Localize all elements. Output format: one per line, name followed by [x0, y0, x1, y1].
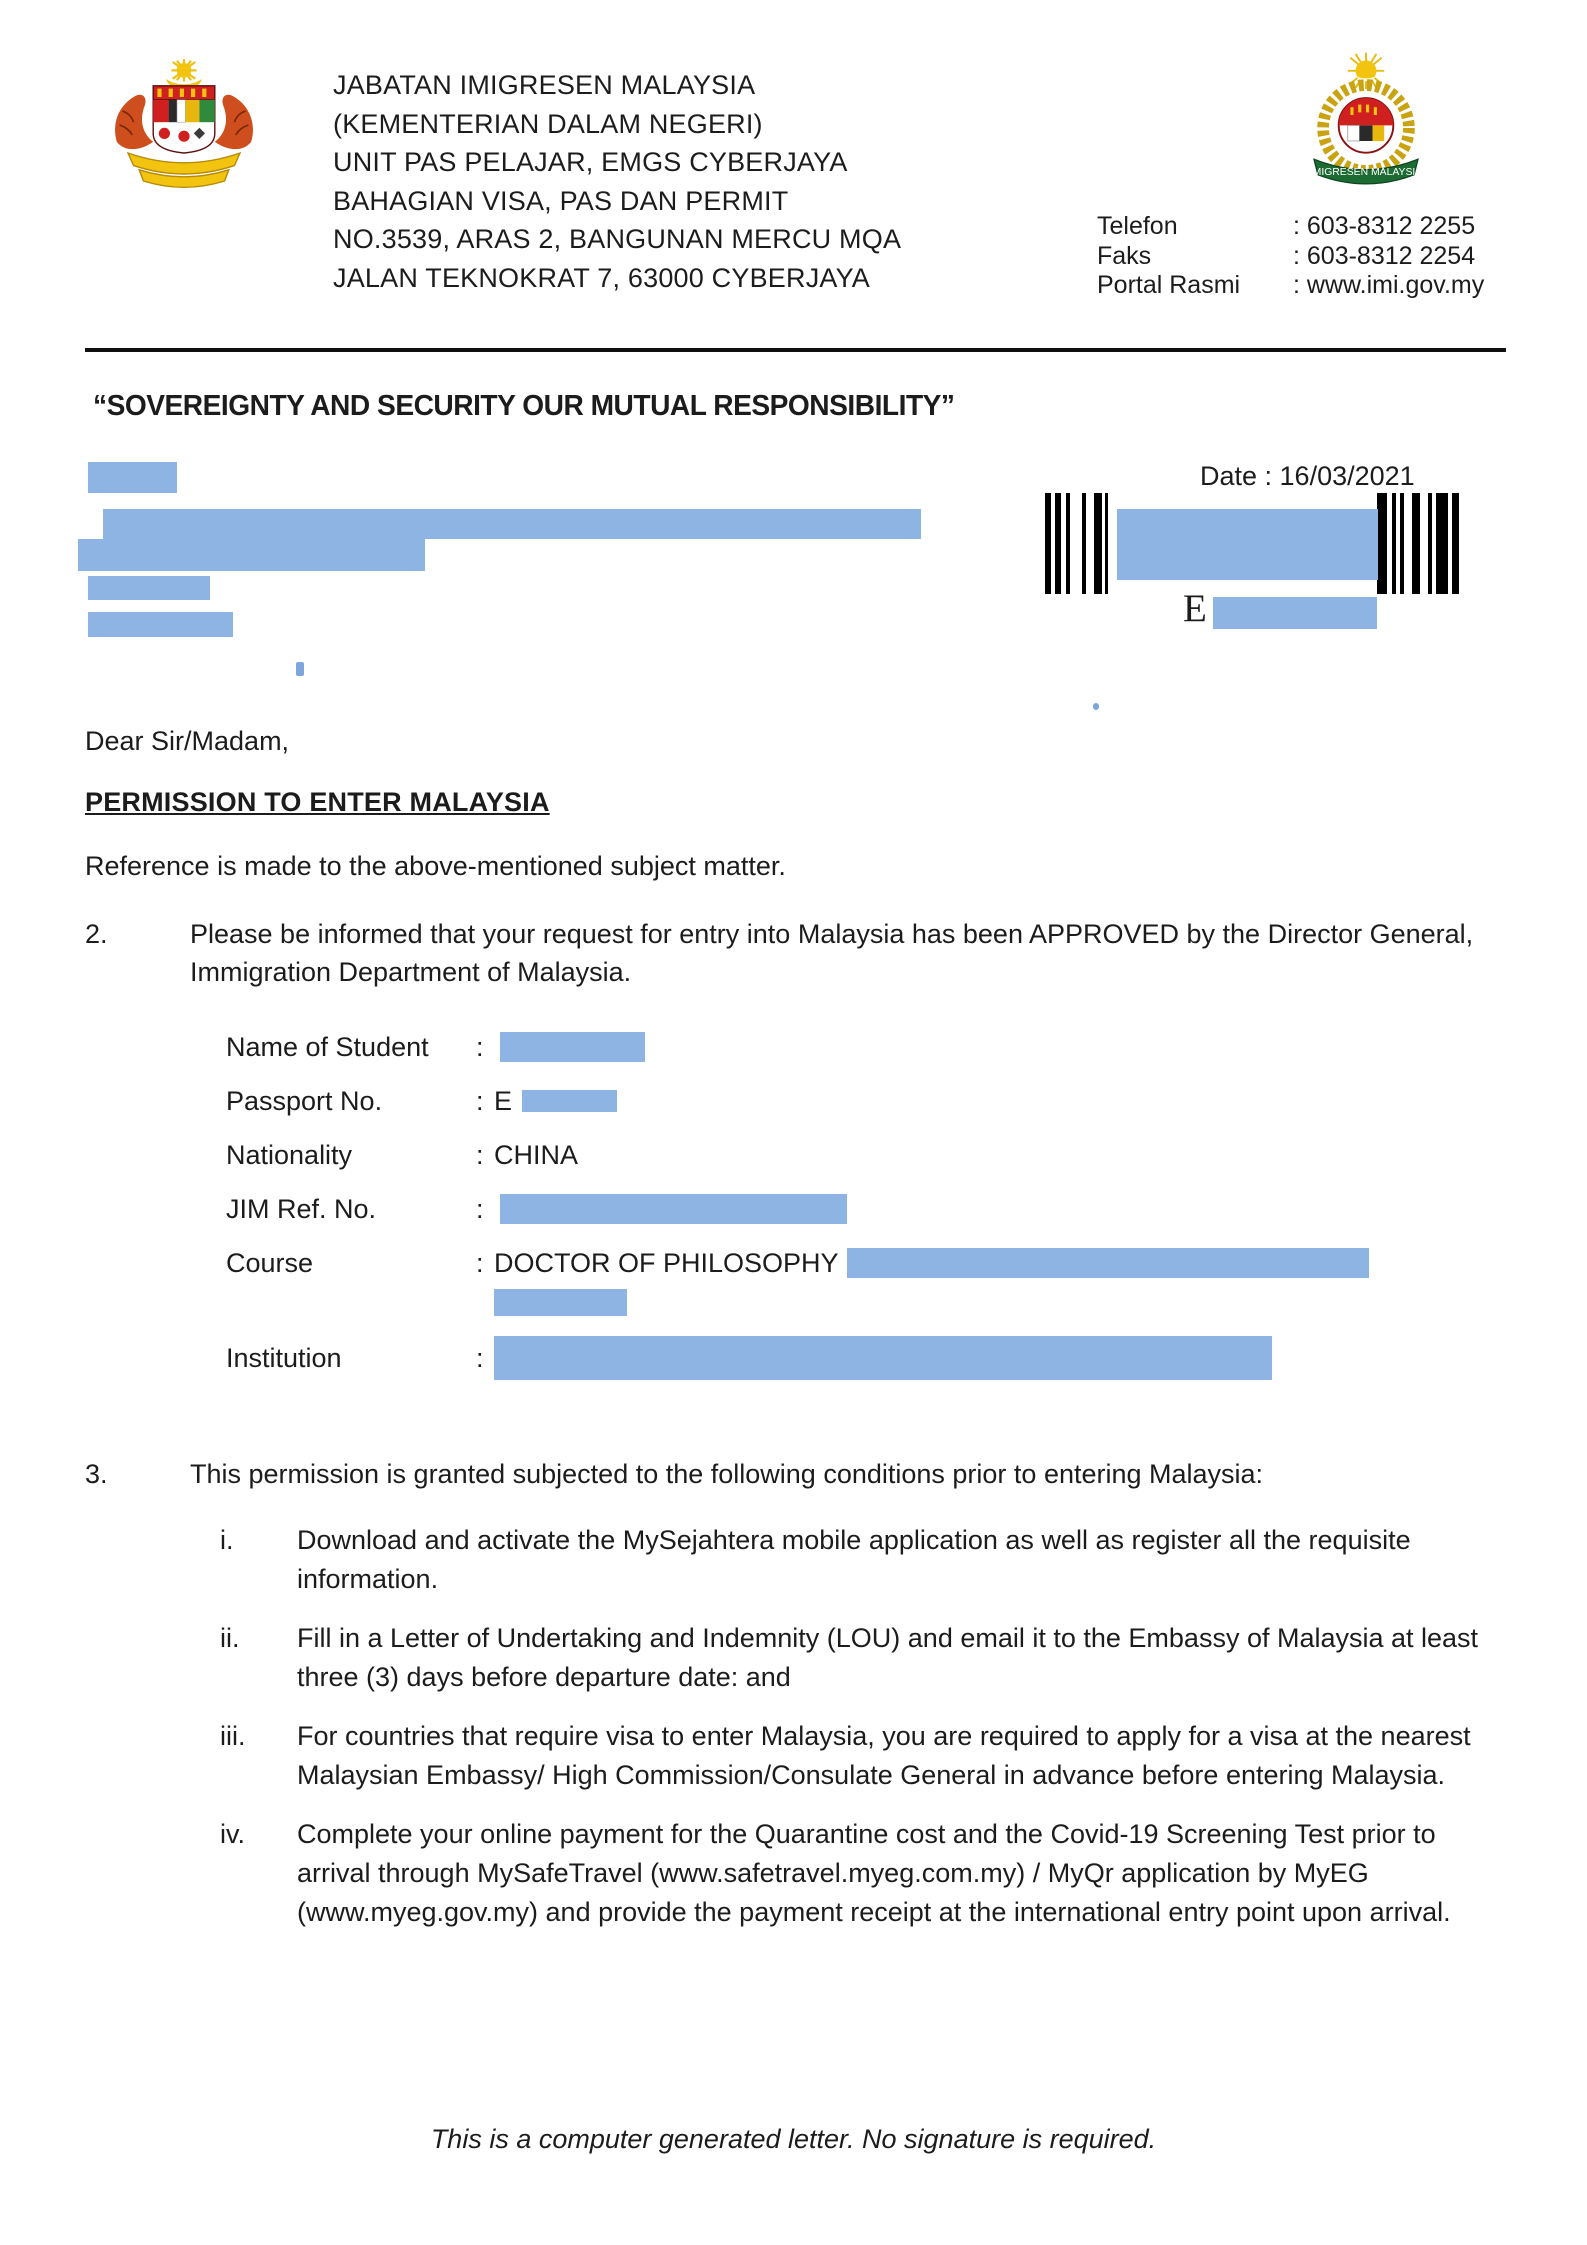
redaction-block	[500, 1032, 645, 1062]
condition-numeral: iii.	[220, 1721, 246, 1751]
redaction-block	[88, 612, 233, 637]
redaction-block	[494, 1289, 627, 1316]
paragraph-3	[85, 1455, 1507, 1493]
condition-numeral: ii.	[220, 1623, 240, 1653]
passport-code-prefix: E	[1183, 587, 1207, 630]
agency-line: (KEMENTERIAN DALAM NEGERI)	[333, 108, 763, 139]
detail-value	[494, 1082, 617, 1120]
contact-row-faks	[1097, 242, 1484, 272]
condition-iv	[85, 1815, 1507, 1932]
detail-value	[494, 1194, 847, 1224]
redaction-block	[103, 509, 921, 539]
redaction-block	[88, 576, 210, 600]
detail-colon: :	[476, 1032, 484, 1062]
contact-row-portal	[1097, 271, 1484, 301]
redaction-block	[494, 1336, 1272, 1380]
paragraph-number: 3.	[85, 1459, 108, 1489]
detail-value	[494, 1336, 1272, 1380]
detail-row-nationality	[226, 1136, 1507, 1174]
computer-generated-note: This is a computer generated letter. No signature is required.	[430, 2124, 1157, 2154]
detail-label: Course	[226, 1248, 314, 1278]
detail-row-course	[226, 1244, 1507, 1320]
contact-info	[1097, 212, 1484, 301]
detail-value-text: CHINA	[494, 1140, 579, 1170]
contact-value: : 603-8312 2255	[1293, 212, 1476, 240]
contact-label: Telefon	[1097, 212, 1178, 240]
detail-value-text: DOCTOR OF PHILOSOPHY	[494, 1248, 839, 1278]
paragraph-number: 2.	[85, 919, 108, 949]
paragraph-2	[85, 915, 1507, 991]
redaction-block	[78, 539, 425, 571]
contact-label: Portal Rasmi	[1097, 271, 1241, 299]
agency-line: NO.3539, ARAS 2, BANGUNAN MERCU MQA	[333, 224, 902, 254]
paragraph-text: This permission is granted subjected to the following conditions prior to entering Malaysia:	[190, 1459, 1264, 1489]
barcode-bars-icon	[1044, 493, 1110, 594]
condition-iii	[85, 1717, 1507, 1795]
detail-colon: :	[476, 1343, 484, 1373]
detail-row-passport	[226, 1082, 1507, 1120]
crest-banner-text: IMIGRESEN MALAYSIA	[1309, 166, 1423, 178]
detail-label: Institution	[226, 1343, 342, 1373]
agency-line: JABATAN IMIGRESEN MALAYSIA	[333, 70, 756, 100]
malaysia-coat-of-arms-icon	[100, 55, 268, 195]
slogan: “SOVEREIGNTY AND SECURITY OUR MUTUAL RESPONSIBILITY”	[93, 390, 955, 422]
redaction-speck	[1093, 703, 1099, 710]
condition-ii	[85, 1619, 1507, 1697]
detail-colon: :	[476, 1086, 484, 1116]
letter-body	[85, 722, 1507, 1952]
agency-line: BAHAGIAN VISA, PAS DAN PERMIT	[333, 185, 789, 216]
redaction-block	[847, 1248, 1369, 1278]
barcode-bars-icon	[1377, 493, 1459, 594]
condition-text: For countries that require visa to enter Malaysia, you are required to apply for a visa at the nearest Malaysian Embassy/ High Commission/Consulate General in advance before entering Malaysia.	[297, 1721, 1471, 1790]
letter-date: Date : 16/03/2021	[1200, 461, 1415, 491]
detail-row-name	[226, 1028, 1507, 1066]
detail-colon: :	[476, 1140, 484, 1170]
condition-i	[85, 1521, 1507, 1599]
header-divider	[85, 348, 1506, 352]
detail-colon: :	[476, 1248, 484, 1278]
redaction-block	[88, 462, 177, 493]
detail-value-text: E	[494, 1086, 513, 1116]
detail-row-jim-ref	[226, 1190, 1507, 1228]
redaction-speck	[296, 662, 304, 676]
detail-row-institution	[226, 1336, 1507, 1380]
redaction-block	[522, 1090, 617, 1112]
condition-text: Fill in a Letter of Undertaking and Indemnity (LOU) and email it to the Embassy of Malaysia at least three (3) days before departure date: and	[297, 1623, 1479, 1692]
detail-label: JIM Ref. No.	[226, 1194, 377, 1224]
imigresen-malaysia-crest-icon	[1300, 50, 1432, 206]
agency-line: UNIT PAS PELAJAR, EMGS CYBERJAYA	[333, 147, 848, 177]
detail-colon: :	[476, 1194, 484, 1224]
detail-value	[494, 1136, 578, 1174]
condition-text: Download and activate the MySejahtera mobile application as well as register all the requisite information.	[297, 1525, 1411, 1594]
detail-label: Name of Student	[226, 1032, 429, 1062]
redaction-block	[1213, 597, 1377, 629]
detail-value	[494, 1244, 1369, 1320]
contact-value: : 603-8312 2254	[1293, 241, 1476, 270]
agency-line: JALAN TEKNOKRAT 7, 63000 CYBERJAYA	[333, 262, 871, 293]
redaction-block-barcode	[1117, 509, 1378, 580]
detail-label: Nationality	[226, 1140, 353, 1170]
paragraph-text: Please be informed that your request for entry into Malaysia has been APPROVED by the Director General, Immigration Department of Malaysia.	[190, 919, 1474, 987]
condition-numeral: i.	[220, 1525, 234, 1555]
contact-value: : www.imi.gov.my	[1293, 271, 1485, 299]
detail-value	[494, 1032, 645, 1062]
agency-address	[333, 66, 901, 297]
reference-line: Reference is made to the above-mentioned subject matter.	[85, 851, 786, 881]
condition-text: Complete your online payment for the Quarantine cost and the Covid-19 Screening Test prior to arrival through MySafeTravel (www.safetravel.myeg.com.my) / MyQr application by MyEG (www.myeg.gov.my) and provide the payment receipt at the international entry point upon arrival.	[297, 1819, 1451, 1927]
subject-heading: PERMISSION TO ENTER MALAYSIA	[85, 787, 550, 817]
student-details	[226, 1028, 1507, 1380]
contact-row-telefon	[1097, 212, 1484, 242]
contact-label: Faks	[1097, 241, 1152, 270]
redaction-block	[500, 1194, 847, 1224]
condition-numeral: iv.	[220, 1819, 245, 1849]
detail-label: Passport No.	[226, 1086, 383, 1116]
passport-code	[1183, 588, 1377, 630]
salutation: Dear Sir/Madam,	[85, 726, 290, 756]
